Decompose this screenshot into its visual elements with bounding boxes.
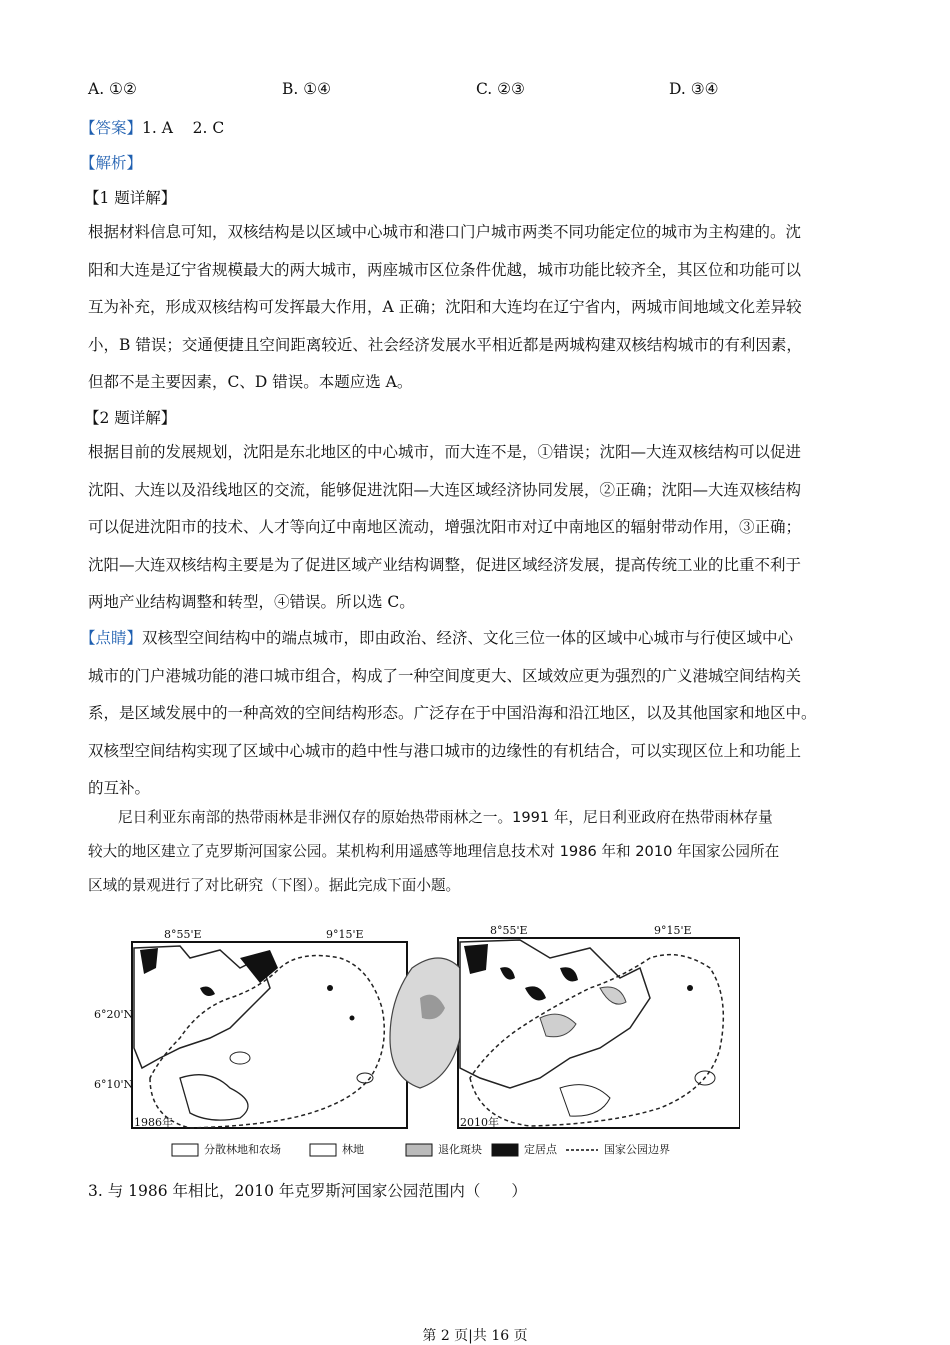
- q2-line: 根据目前的发展规划，沈阳是东北地区的中心城市，而大连不是，①错误；沈阳—大连双核结构可以促进: [88, 443, 802, 461]
- answer-text: 1. A 2. C: [142, 119, 225, 137]
- passage: [88, 801, 868, 903]
- option-a: A. ①②: [88, 80, 137, 98]
- question-3: 3. 与 1986 年相比，2010 年克罗斯河国家公园范围内（ ）: [88, 1182, 527, 1200]
- answer-label: 【答案】: [80, 119, 143, 137]
- q1-line: 但都不是主要因素，C、D 错误。本题应选 A。: [88, 373, 413, 391]
- comment-line: 城市的门户港城功能的港口城市组合，构成了一种空间度更大、区域效应更为强烈的广义港城空间结构关: [88, 666, 802, 685]
- comment-line: 系，是区域发展中的一种高效的空间结构形态。广泛存在于中国沿海和沿江地区，以及其他国家和地区中。: [88, 704, 817, 722]
- map-lat-2: 6°10'N: [94, 1078, 134, 1091]
- comment-body: [80, 620, 863, 808]
- option-b: B. ①④: [282, 80, 332, 98]
- comment-label: 【点睛】: [80, 629, 143, 647]
- q2-heading: 【2 题详解】: [84, 409, 177, 427]
- legend-label-degraded: 退化斑块: [438, 1143, 482, 1156]
- option-c: C. ②③: [476, 80, 525, 98]
- map-lon-right-1: 8°55'E: [490, 924, 528, 937]
- q2-line: 沈阳、大连以及沿线地区的交流，能够促进沈阳—大连区域经济协同发展，②正确；沈阳—大连双核结构: [88, 480, 802, 499]
- map-year-1986: 1986年: [134, 1116, 173, 1129]
- legend-swatch-degraded: [406, 1144, 432, 1156]
- comment-text: 双核型空间结构中的端点城市，即由政治、经济、文化三位一体的区域中心城市与行使区域中心: [142, 629, 794, 647]
- passage-line: 较大的地区建立了克罗斯河国家公园。某机构利用遥感等地理信息技术对 1986 年和 2010 年国家公园所在: [88, 843, 780, 860]
- comment-line: 的互补。: [88, 779, 151, 797]
- q1-heading: 【1 题详解】: [84, 189, 177, 207]
- map-year-2010: 2010年: [460, 1116, 499, 1129]
- q1-line: 小，B 错误；交通便捷且空间距离较近、社会经济发展水平相近都是两城构建双核结构城市的有利因素，: [88, 335, 802, 354]
- answer-line: [80, 116, 224, 138]
- q1-body: [88, 214, 863, 402]
- legend-label-forest: 林地: [342, 1143, 364, 1156]
- map-lon-left-2: 9°15'E: [326, 928, 364, 941]
- legend-swatch-forest: [310, 1144, 336, 1156]
- legend-swatch-farmland: [172, 1144, 198, 1156]
- q2-line: 两地产业结构调整和转型，④错误。所以选 C。: [88, 593, 415, 611]
- q2-line: 沈阳—大连双核结构主要是为了促进区域产业结构调整，促进区域经济发展，提高传统工业的比重不利于: [88, 555, 802, 574]
- legend-label-farmland: 分散林地和农场: [204, 1143, 281, 1156]
- comment-line: [80, 620, 863, 658]
- landscape-comparison-map: [94, 924, 740, 1158]
- legend-label-settlement: 定居点: [524, 1143, 557, 1156]
- legend-label-boundary: 国家公园边界: [604, 1143, 670, 1156]
- page-footer: 第 2 页|共 16 页: [422, 1328, 528, 1344]
- map-lat-1: 6°20'N: [94, 1008, 134, 1021]
- option-d: D. ③④: [669, 80, 719, 98]
- analysis-label: 【解析】: [80, 154, 143, 172]
- passage-line: 尼日利亚东南部的热带雨林是非洲仅存的原始热带雨林之一。1991 年，尼日利亚政府在热带雨林存量: [118, 809, 773, 826]
- q1-line: 互为补充，形成双核结构可发挥最大作用，A 正确；沈阳和大连均在辽宁省内，两城市间地域文化差异较: [88, 298, 802, 316]
- map-lon-right-2: 9°15'E: [654, 924, 692, 937]
- map-lon-left-1: 8°55'E: [164, 928, 202, 941]
- q1-line: 根据材料信息可知，双核结构是以区域中心城市和港口门户城市两类不同功能定位的城市为主构建的。沈: [88, 223, 802, 241]
- passage-line: 区域的景观进行了对比研究（下图）。据此完成下面小题。: [88, 877, 461, 894]
- q2-body: [88, 434, 863, 622]
- q2-line: 可以促进沈阳市的技术、人才等向辽中南地区流动，增强沈阳市对辽中南地区的辐射带动作用，③正确；: [88, 518, 802, 536]
- comment-line: 双核型空间结构实现了区域中心城市的趋中性与港口城市的边缘性的有机结合，可以实现区位上和功能上: [88, 741, 802, 760]
- q1-line: 阳和大连是辽宁省规模最大的两大城市，两座城市区位条件优越，城市功能比较齐全，其区位和功能可以: [88, 260, 802, 279]
- map-figure: [120, 928, 740, 1158]
- legend-swatch-settlement: [492, 1144, 518, 1156]
